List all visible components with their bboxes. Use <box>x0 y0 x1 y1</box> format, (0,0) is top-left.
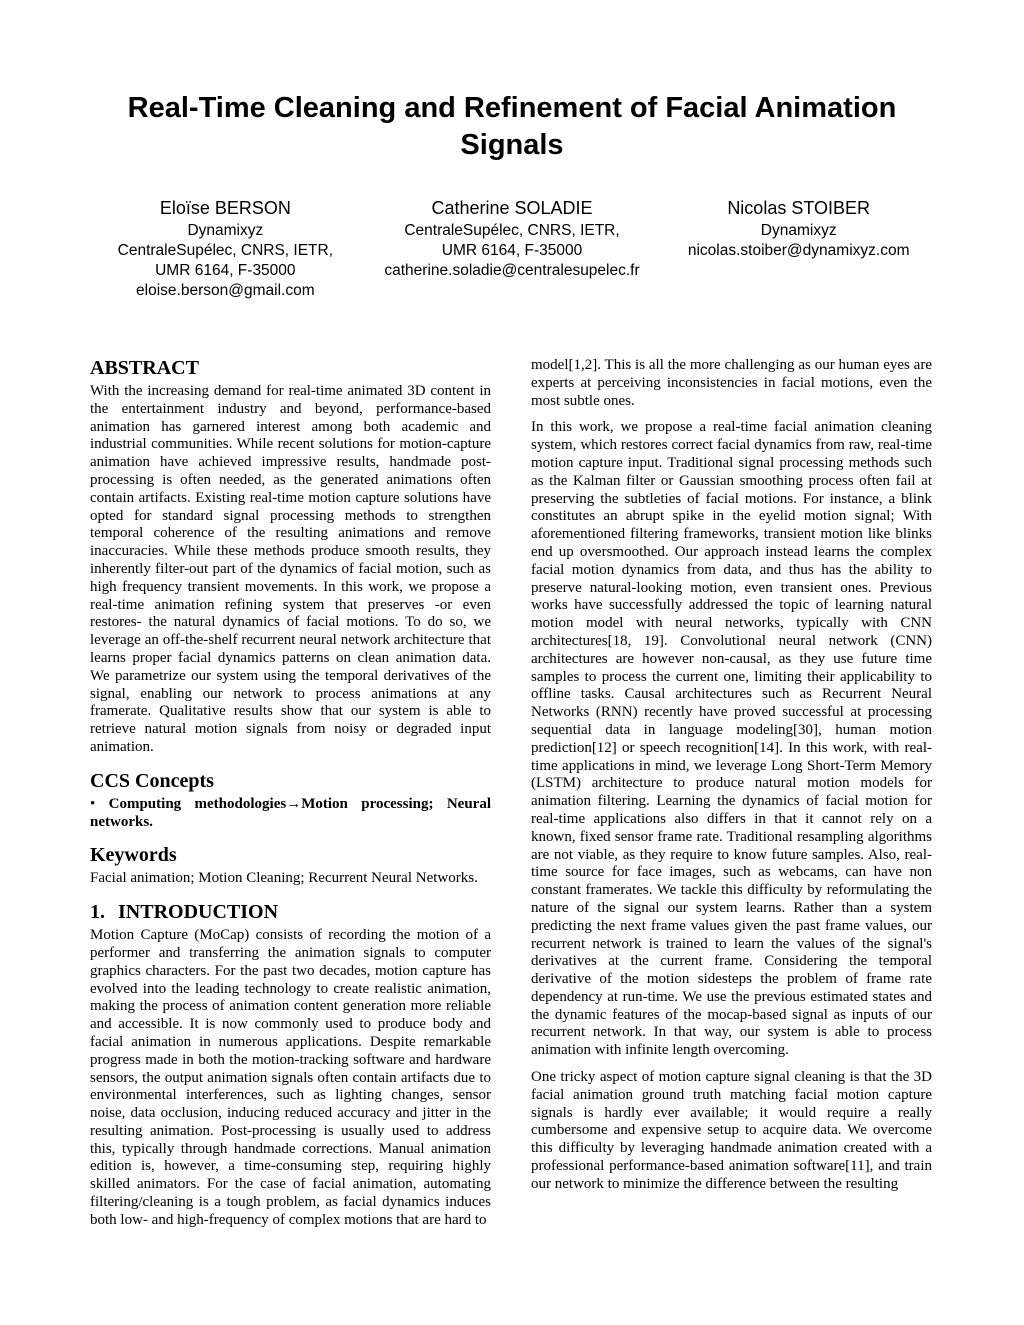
right-column-paragraph-2: In this work, we propose a real-time facial animation cleaning system, which restores correct facial dynamics from raw, real-time motion capture input. Traditional signal processing methods such as the Kalman filter or Gaussian smoothing process often fail at preserving the subtleties of facial motions. For instance, a blink constitutes an abrupt spike in the eyelid motion signal; With aforementioned filtering frameworks, transient motion like blinks end up oversmoothed. Our approach instead learns the complex facial motion dynamics from data, and thus has the ability to preserve natural-looking motion, even transient ones. Previous works have successfully addressed the topic of learning natural motion model with neural networks, typically with CNN architectures[18, 19]. Convolutional neural network (CNN) architectures are however non-causal, as they use future time samples to process the current one, limiting their applicability to offline tasks. Causal architectures such as Recurrent Neural Networks (RNN) recently have proved successful at processing sequential data in language modeling[30], human motion prediction[12] or speech recognition[14]. In this work, with real-time applications in mind, we leverage Long Short-Term Memory (LSTM) architecture to produce natural motion models for animation filtering. Learning the dynamics of facial motion for real-time applications also differs in that it cannot rely on a known, fixed sensor frame rate. Traditional resampling algorithms are not viable, as they require to know future samples. Also, real-time source for face images, such as webcams, can have non constant framerates. We tackle this difficulty by reformulating the nature of the signal our system learns. Rather than a system predicting the next frame values given the past frame values, our recurrent network is trained to learn the values of the signal's derivatives at the current frame. Considering the temporal derivative of the motion sidesteps the problem of frame rate dependency at run-time. We use the previous estimated states and the dynamic features of the mocap-based signal as inputs of our recurrent network. In that way, our system is able to process animation with infinite length overcoming. <box>531 419 932 1059</box>
author-affiliation: CentraleSupélec, CNRS, IETR, <box>404 222 620 239</box>
abstract-text: With the increasing demand for real-time animated 3D content in the entertainment industry and beyond, performance-based animation has garnered interest among both academic and industrial communities. While recent solutions for motion-capture animation have achieved impressive results, handmade post-processing is often needed, as the generated animations often contain artifacts. Existing real-time motion capture solutions have opted for standard signal processing methods to strengthen temporal coherence of the resulting animations and remove inaccuracies. While these methods produce smooth results, they inherently filter-out part of the dynamics of facial motion, such as high frequency transient movements. In this work, we propose a real-time animation refining system that preserves -or even restores- the natural dynamics of facial motions. To do so, we leverage an off-the-shelf recurrent neural network architecture that learns proper facial dynamics patterns on clean animation data. We parametrize our system using the temporal derivatives of the signal, enabling our network to process animations at any framerate. Qualitative results show that our system is able to retrieve natural motion signals from noisy or degraded input animation. <box>90 383 491 755</box>
authors-block <box>82 197 942 301</box>
keywords-heading: Keywords <box>90 844 177 867</box>
author-affiliation: UMR 6164, F-35000 <box>155 262 296 279</box>
right-column-paragraph-3: One tricky aspect of motion capture signal cleaning is that the 3D facial animation ground truth matching facial motion capture signals is hardly ever available; it would require a really cumbersome and expensive setup to acquire data. We overcome this difficulty by leveraging handmade animation created with a professional performance-based animation software[11], and train our network to minimize the difference between the resulting <box>531 1069 932 1192</box>
introduction-text: Motion Capture (MoCap) consists of recording the motion of a performer and transferring the animation signals to computer graphics characters. For the past two decades, motion capture has evolved into the leading technology to create realistic animation, making the process of animation content generation more reliable and accessible. It is now commonly used to produce body and facial animation in numerous applications. Despite remarkable progress made in both the motion-tracking software and hardware sensors, the output animation signals often contain artifacts due to environmental interferences, such as lighting changes, sensor noise, data occlusion, inducing reduced accuracy and jitter in the resulting animation. Post-processing is usually used to address this, typically through handmade corrections. Manual animation edition is, however, a time-consuming step, requiring highly skilled animators. For the case of facial animation, automating filtering/cleaning is a tough problem, as facial dynamics induces both low- and high-frequency of complex motions that are hard to <box>90 927 491 1228</box>
ccs-concepts-heading: CCS Concepts <box>90 769 214 792</box>
left-column <box>90 357 491 1230</box>
author-name: Eloïse BERSON <box>159 198 291 218</box>
paper-title-line1: Real-Time Cleaning and Refinement of Facial Animation <box>127 92 897 124</box>
ccs-bullet: • <box>90 795 109 812</box>
author-email: nicolas.stoiber@dynamixyz.com <box>687 242 910 259</box>
author-affiliation: UMR 6164, F-35000 <box>441 242 583 259</box>
paper-title <box>0 0 1024 164</box>
author-name: Catherine SOLADIE <box>431 198 593 218</box>
author-affiliation: Dynamixyz <box>187 222 264 239</box>
introduction-heading-label: INTRODUCTION <box>118 901 279 924</box>
paper-title-line2: Signals <box>460 129 564 161</box>
author-name: Nicolas STOIBER <box>727 198 871 218</box>
author-affiliation: Dynamixyz <box>760 222 837 239</box>
author-column-3 <box>655 197 942 301</box>
abstract-heading: ABSTRACT <box>90 357 199 379</box>
body-columns <box>0 357 1024 1230</box>
introduction-heading <box>90 901 491 924</box>
ccs-concepts-bold-text: Computing methodologies→Motion processing; Neural networks. <box>90 795 491 830</box>
author-email: catherine.soladie@centralesupelec.fr <box>384 262 640 279</box>
right-column <box>531 357 932 1230</box>
author-column-1 <box>82 197 369 301</box>
introduction-section-number: 1. <box>90 901 105 924</box>
right-column-paragraph-1: model[1,2]. This is all the more challenging as our human eyes are experts at perceiving inconsistencies in facial motions, even the most subtle ones. <box>531 357 932 409</box>
ccs-concepts-text <box>90 796 491 832</box>
author-affiliation: CentraleSupélec, CNRS, IETR, <box>117 242 334 259</box>
author-column-2 <box>369 197 656 301</box>
author-email: eloise.berson@gmail.com <box>136 282 315 299</box>
keywords-text: Facial animation; Motion Cleaning; Recurrent Neural Networks. <box>90 870 478 887</box>
